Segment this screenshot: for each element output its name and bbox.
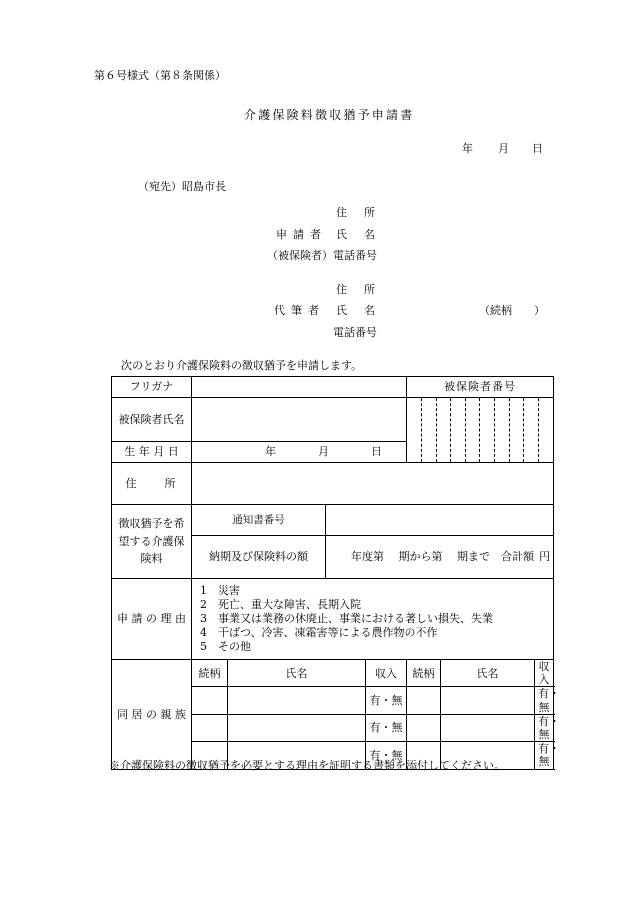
reason-row: [112, 579, 554, 660]
applicant-insured-label: （被保険者）: [267, 249, 333, 262]
applicant-address-label: 住 所: [336, 206, 378, 219]
form-number: 第６号様式（第８条関係）: [94, 69, 226, 82]
reason-options[interactable]: [192, 579, 554, 660]
family-income-option[interactable]: 有・無: [535, 714, 554, 741]
reason-option-3[interactable]: 3 事業又は業務の休廃止、事業における著しい損失、失業: [200, 612, 493, 625]
family-label: 同 居 の 親 族: [112, 660, 192, 770]
agent-name-label: 氏 名: [336, 304, 378, 317]
date-year-label: 年: [462, 142, 473, 155]
family-income-option[interactable]: 有・無: [366, 714, 407, 741]
yen-label: 円: [539, 550, 551, 564]
family-relation-header-2: 続柄: [407, 660, 441, 687]
family-name-input[interactable]: [441, 687, 535, 714]
birth-year-label: 年: [265, 445, 276, 459]
birth-date-input[interactable]: [192, 441, 407, 462]
family-header-row: [112, 660, 554, 687]
address-row: [112, 463, 554, 505]
family-income-option[interactable]: 有・無: [535, 742, 554, 769]
family-relation-input[interactable]: [192, 687, 228, 714]
insured-name-input[interactable]: [192, 398, 407, 442]
family-income-option[interactable]: 有・無: [366, 687, 407, 714]
agent-relation-label: （続柄 ）: [479, 304, 545, 317]
insured-number-boxes[interactable]: [407, 398, 554, 463]
furigana-row: [112, 377, 554, 398]
insured-name-label: 被保険者氏名: [112, 398, 192, 442]
agent-phone-label: 電話番号: [333, 326, 377, 339]
address-input[interactable]: [192, 463, 554, 505]
furigana-input[interactable]: [192, 377, 407, 398]
period-amount-input[interactable]: [326, 536, 554, 579]
birth-date-label: 生 年 月 日: [112, 441, 192, 462]
birth-day-label: 日: [371, 445, 382, 459]
address-label: 住 所: [112, 463, 192, 505]
page-title: 介護保険料徴収猶予申請書: [244, 108, 415, 122]
deferral-label: 徴収猶予を希望する介護保険料: [112, 505, 192, 579]
date-day-label: 日: [532, 142, 543, 155]
family-relation-input[interactable]: [192, 714, 228, 741]
insured-number-label: 被保険者番号: [407, 377, 554, 398]
applicant-phone-label: 電話番号: [333, 249, 377, 262]
family-relation-header-1: 続柄: [192, 660, 228, 687]
family-name-input[interactable]: [228, 687, 366, 714]
reason-label: 申 請 の 理 由: [112, 579, 192, 660]
family-relation-input[interactable]: [407, 714, 441, 741]
family-income-header-2: 収入: [535, 660, 554, 687]
furigana-label: フリガナ: [112, 377, 192, 398]
period-amount-label: 納期及び保険料の額: [192, 536, 326, 579]
agent-address-label: 住 所: [336, 283, 378, 296]
notice-number-row: [112, 505, 554, 536]
application-form-table: [111, 376, 560, 770]
footnote: ※介護保険料の徴収猶予を必要とする理由を証明する書類を添付してください。: [109, 759, 505, 772]
reason-option-5[interactable]: 5 その他: [200, 640, 251, 653]
reason-option-1[interactable]: 1 災害: [200, 584, 240, 597]
family-name-header-1: 氏名: [228, 660, 366, 687]
date-month-label: 月: [498, 142, 509, 155]
insured-name-row: [112, 398, 554, 442]
notice-number-label: 通知書番号: [192, 505, 326, 536]
reason-option-2[interactable]: 2 死亡、重大な障害、長期入院: [200, 598, 361, 611]
period-text: 年度第 期から第 期まで 合計額: [351, 550, 534, 564]
reason-option-4[interactable]: 4 干ばつ、冷害、凍霜害等による農作物の不作: [200, 626, 438, 639]
family-income-option[interactable]: 有・無: [535, 687, 554, 714]
addressee: （宛先）昭島市長: [138, 180, 226, 193]
family-income-header-1: 収入: [366, 660, 407, 687]
family-income-option[interactable]: 有・無: [366, 742, 407, 769]
birth-month-label: 月: [318, 445, 329, 459]
family-name-header-2: 氏名: [441, 660, 535, 687]
applicant-name-label: 氏 名: [336, 228, 378, 241]
family-name-input[interactable]: [441, 714, 535, 741]
intro-text: 次のとおり介護保険料の徴収猶予を申請します。: [121, 359, 363, 372]
applicant-role-label: 申請者: [276, 228, 327, 241]
family-relation-input[interactable]: [407, 687, 441, 714]
agent-role-label: 代筆者: [274, 304, 325, 317]
family-name-input[interactable]: [228, 714, 366, 741]
notice-number-input[interactable]: [326, 505, 554, 536]
